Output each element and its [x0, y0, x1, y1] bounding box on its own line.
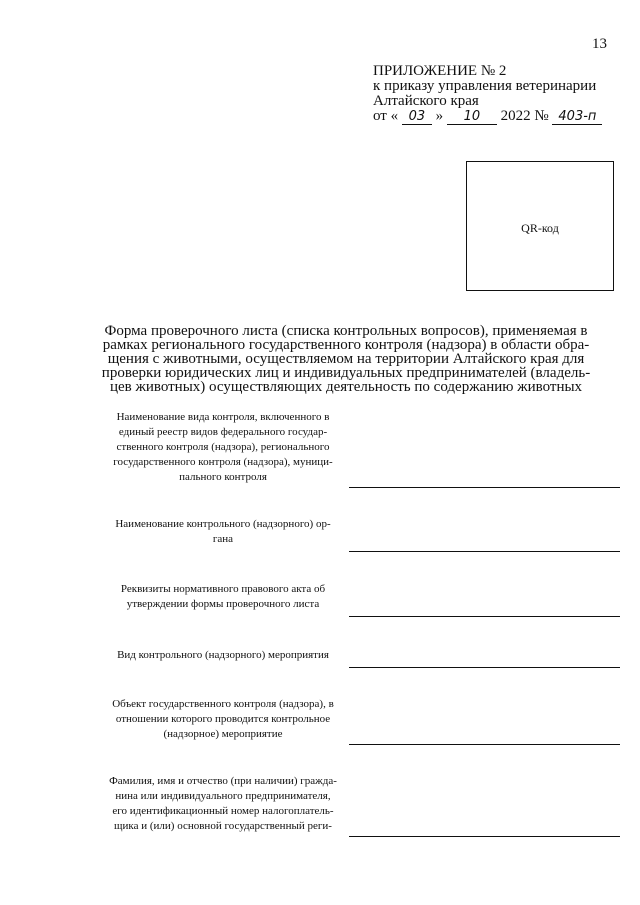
field-label-line: Объект государственного контроля (надзора), в — [112, 698, 334, 710]
field-control-object-label — [92, 697, 354, 742]
field-label-line: щика и (или) основной государственный реги- — [114, 820, 332, 832]
field-control-type-label — [92, 410, 354, 485]
form-title-line: цев животных) осуществляющих деятельность по содержанию животных — [109, 379, 583, 395]
form-title-line: Форма проверочного листа (списка контрольных вопросов), применяемая в — [104, 323, 588, 339]
form-title-line: щения с животными, осуществляемом на территории Алтайского края для — [107, 351, 585, 367]
order-quote-close: » — [435, 108, 444, 124]
field-label-line: отношении которого проводится контрольное — [115, 713, 331, 725]
page-number: 13 — [592, 36, 607, 52]
field-label-line: Фамилия, имя и отчество (при наличии) гражда- — [109, 775, 337, 787]
field-label-line: утверждении формы проверочного листа — [126, 598, 320, 610]
qr-code-box — [466, 161, 614, 291]
qr-code-label: QR-код — [521, 221, 559, 235]
field-label-line: ственного контроля (надзора), регионального — [116, 441, 330, 453]
field-legal-act-label — [92, 582, 354, 612]
field-control-object-input-line[interactable] — [349, 744, 620, 745]
order-day: 03 — [402, 110, 432, 125]
field-label-line: его идентификационный номер налогоплатель- — [112, 805, 334, 817]
field-label-line: нина или индивидуального предпринимателя, — [115, 790, 331, 802]
field-person-name-input-line[interactable] — [349, 836, 620, 837]
field-label-line: гана — [212, 533, 234, 545]
field-label-line: государственного контроля (надзора), муници- — [113, 456, 333, 468]
field-person-name-label — [92, 774, 354, 834]
field-label-line: единый реестр видов федерального государ- — [118, 426, 328, 438]
field-event-type-input-line[interactable] — [349, 667, 620, 668]
field-label-line: Реквизиты нормативного правового акта об — [120, 583, 326, 595]
form-title-line: проверки юридических лиц и индивидуальных предпринимателей (владель- — [101, 365, 591, 381]
form-title — [96, 324, 596, 394]
order-prefix: от « — [373, 108, 399, 124]
field-label-line: пального контроля — [179, 471, 267, 483]
appendix-title: ПРИЛОЖЕНИЕ № 2 — [373, 63, 507, 79]
field-label-line: Наименование контрольного (надзорного) ор- — [115, 518, 331, 530]
appendix-header — [373, 64, 596, 109]
appendix-line-2: Алтайского края — [373, 93, 479, 109]
field-control-type-input-line[interactable] — [349, 487, 620, 488]
field-legal-act-input-line[interactable] — [349, 616, 620, 617]
field-label-line: Наименование вида контроля, включенного в — [116, 411, 330, 423]
order-year: 2022 № — [500, 108, 549, 124]
order-date-line — [373, 108, 602, 125]
form-title-line: рамках регионального государственного контроля (надзора) в области обра- — [102, 337, 590, 353]
field-authority-name-label — [92, 517, 354, 547]
field-event-type-label — [92, 648, 354, 663]
appendix-line-1: к приказу управления ветеринарии — [373, 78, 597, 94]
field-label-line: Вид контрольного (надзорного) мероприятия — [117, 649, 329, 661]
order-number: 403-п — [552, 110, 602, 125]
order-month: 10 — [447, 110, 497, 125]
field-authority-name-input-line[interactable] — [349, 551, 620, 552]
field-label-line: (надзорное) мероприятие — [163, 728, 283, 740]
